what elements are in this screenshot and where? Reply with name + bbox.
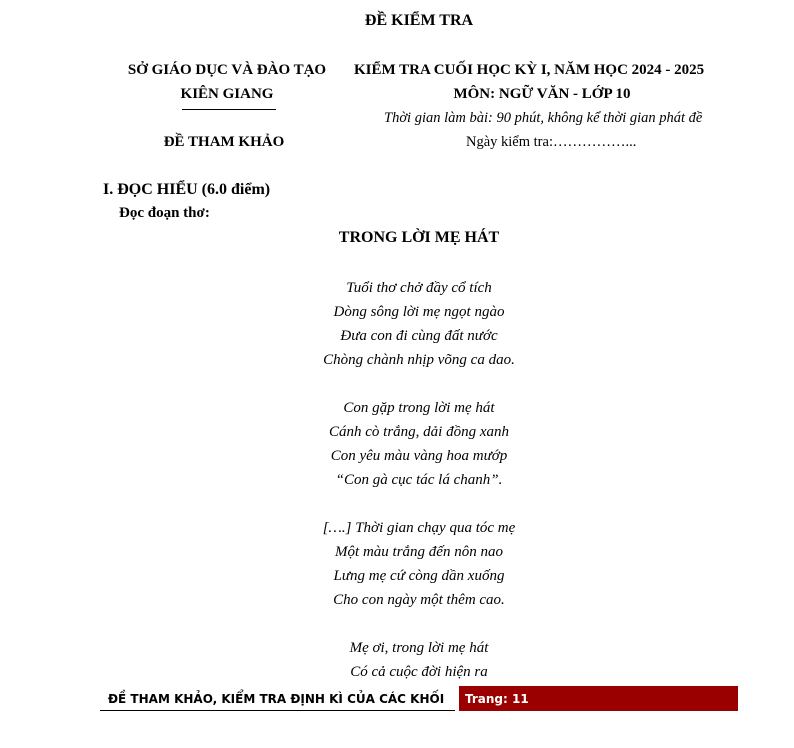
poem-line: Con gặp trong lời mẹ hát [343,400,495,416]
poem-line: Con yêu màu vàng hoa mướp [330,448,508,464]
footer-caption [100,686,455,711]
poem-line: Đưa con đi cùng đất nước [340,328,498,344]
province-name: KIÊN GIANG [180,86,274,102]
poem-line: “Con gà cục tác lá chanh”. [335,472,503,488]
poem-stanza [0,516,794,612]
page-number-banner [459,686,738,711]
poem-line: Có cả cuộc đời hiện ra [350,664,488,680]
section-instruction: Đọc đoạn thơ: [119,205,210,221]
province-underline [182,109,276,110]
section-title: I. ĐỌC HIỂU (6.0 điểm) [103,181,271,198]
exam-title: KIỂM TRA CUỐI HỌC KỲ I, NĂM HỌC 2024 - 2025 [354,62,705,78]
reference-label: ĐỀ THAM KHẢO [163,134,285,150]
poem-stanza [0,276,794,372]
poem-title: TRONG LỜI MẸ HÁT [338,229,500,246]
poem-line: Lưng mẹ cứ còng dần xuống [333,568,505,584]
poem-line: [….] Thời gian chạy qua tóc mẹ [322,520,516,536]
poem-line: Chòng chành nhịp võng ca dao. [323,352,515,368]
exam-date: Ngày kiểm tra:……………... [466,134,637,150]
poem-line: Tuổi thơ chở đầy cổ tích [346,280,492,296]
department-name: SỞ GIÁO DỤC VÀ ĐÀO TẠO [127,62,327,78]
poem-line: Cánh cò trắng, dải đồng xanh [329,424,509,440]
page-number: Trang: 11 [465,692,529,706]
poem-stanza [0,396,794,492]
subject-line: MÔN: NGỮ VĂN - LỚP 10 [453,86,631,102]
footer-caption-text: ĐỀ THAM KHẢO, KIỂM TRA ĐỊNH KÌ CỦA CÁC KHỐI [108,692,445,706]
poem-line: Cho con ngày một thêm cao. [333,592,505,608]
time-note: Thời gian làm bài: 90 phút, không kể thời gian phát đề [384,110,703,126]
poem-line: Mẹ ơi, trong lời mẹ hát [349,640,489,656]
poem-line: Dòng sông lời mẹ ngọt ngào [333,304,505,320]
document-heading: ĐỀ KIỂM TRA [364,12,474,29]
poem-line: Một màu trắng đến nôn nao [335,544,503,560]
poem-body [0,276,794,708]
poem-stanza [0,636,794,684]
